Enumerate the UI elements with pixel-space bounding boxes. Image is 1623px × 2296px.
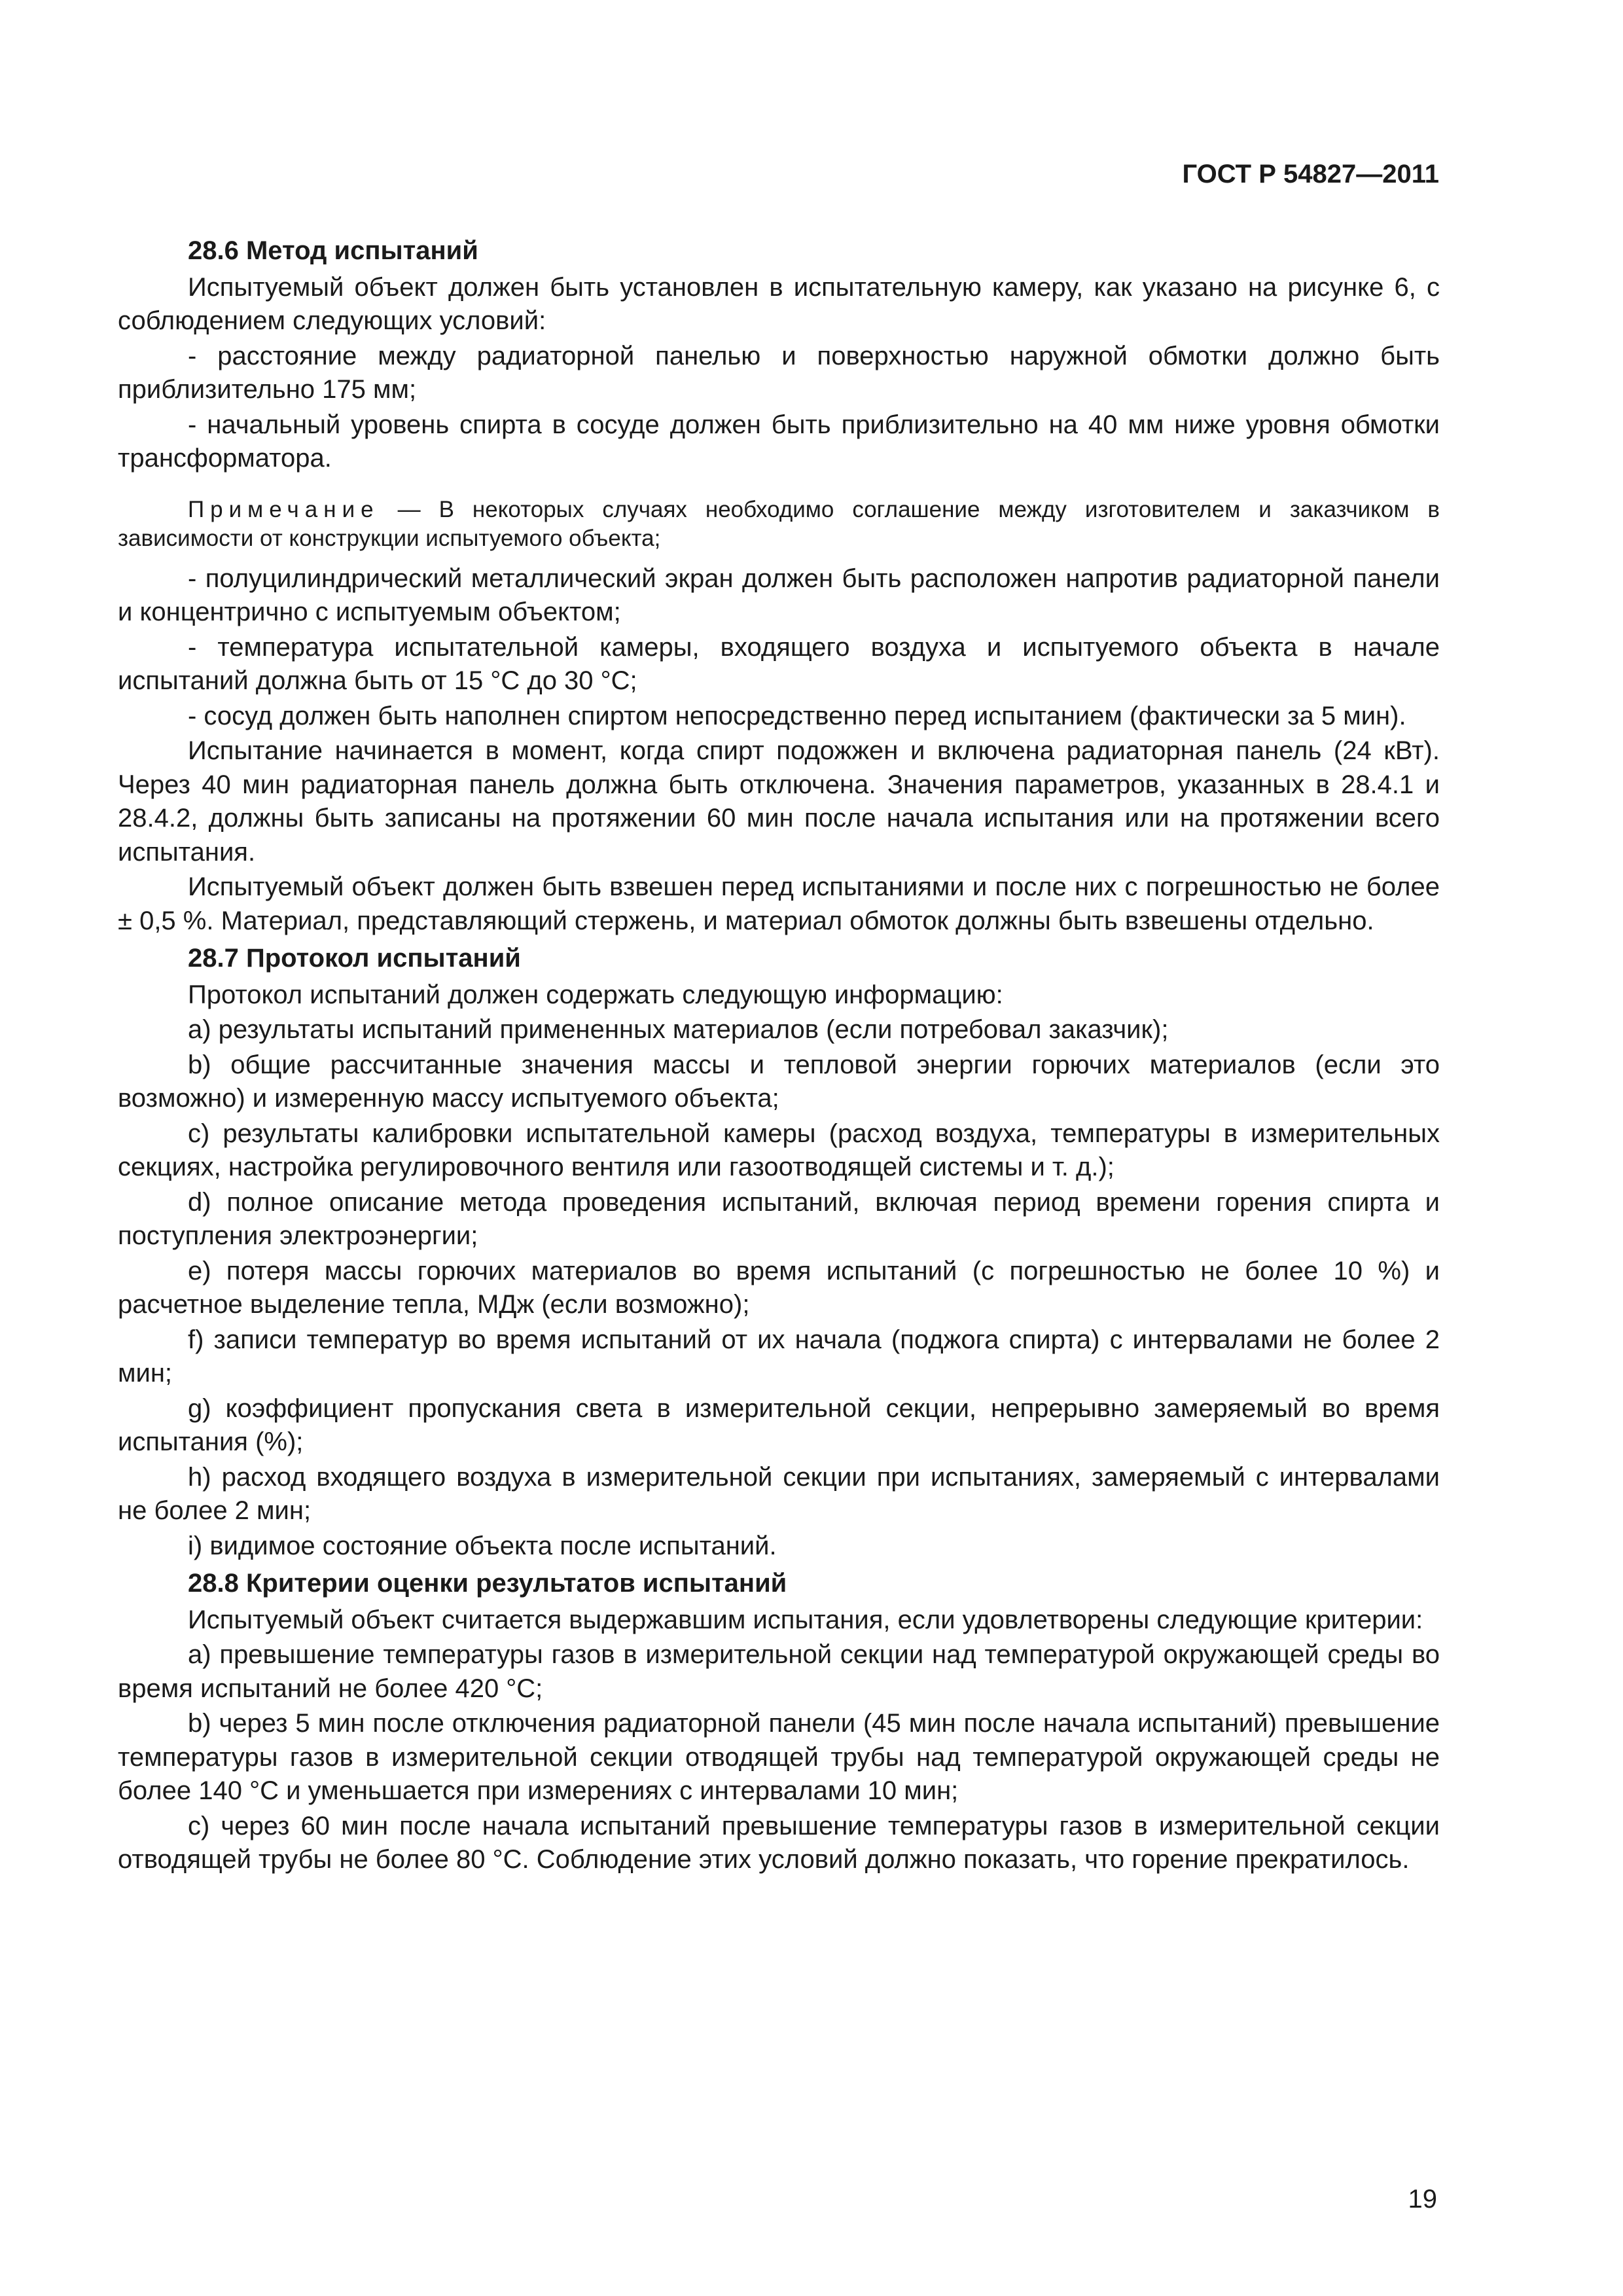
paragraph: Испытуемый объект считается выдержавшим испытания, если удовлетворены следующие критерии: (188, 1605, 1423, 1634)
page-content (118, 230, 1440, 1878)
list-item: - начальный уровень спирта в сосуде должен быть приблизительно на 40 мм ниже уровня обмотки трансформатора. (118, 410, 1440, 473)
list-item: f) записи температур во время испытаний от их начала (поджога спирта) с интервалами не более 2 мин; (118, 1325, 1440, 1388)
list-item: - полуцилиндрический металлический экран должен быть расположен напротив радиаторной панели и концентрично с испытуемым объектом; (118, 564, 1440, 626)
list-item: c) через 60 мин после начала испытаний превышение температуры газов в измерительной секции отводящей трубы не более 80 °С. Соблюдение этих условий должно показать, что горение прекратилось. (118, 1811, 1440, 1874)
list-item: a) превышение температуры газов в измерительной секции над температурой окружающей среды во время испытаний не более 420 °С; (118, 1640, 1440, 1703)
paragraph: Испытуемый объект должен быть установлен в испытательную камеру, как указано на рисунке 6, с соблюдением следующих условий: (118, 272, 1440, 335)
list-item: b) общие рассчитанные значения массы и тепловой энергии горючих материалов (если это возможно) и измеренную массу испытуемого объекта; (118, 1050, 1440, 1113)
section-28-7-title: 28.7 Протокол испытаний (188, 944, 521, 973)
list-item: d) полное описание метода проведения испытаний, включая период времени горения спирта и поступления электроэнергии; (118, 1187, 1440, 1250)
standard-designation: ГОСТ Р 54827—2011 (1182, 160, 1439, 188)
section-28-8-title: 28.8 Критерии оценки результатов испытаний (188, 1569, 787, 1598)
section-28-6-title: 28.6 Метод испытаний (188, 236, 478, 265)
note-text: — В некоторых случаях необходимо соглашение между изготовителем и заказчиком в зависимости от конструкции испытуемого объекта; (118, 496, 1440, 551)
list-item: h) расход входящего воздуха в измерительной секции при испытаниях, замеряемый с интервалами не более 2 мин; (118, 1462, 1440, 1525)
note (118, 495, 1440, 553)
page-number: 19 (1408, 2185, 1437, 2214)
list-item: - сосуд должен быть наполнен спиртом непосредственно перед испытанием (фактически за 5 мин). (188, 701, 1406, 730)
list-item: i) видимое состояние объекта после испытаний. (188, 1531, 777, 1560)
list-item: - температура испытательной камеры, входящего воздуха и испытуемого объекта в начале испытаний должна быть от 15 °С до 30 °С; (118, 632, 1440, 695)
list-item: - расстояние между радиаторной панелью и поверхностью наружной обмотки должно быть приблизительно 175 мм; (118, 341, 1440, 404)
list-item: c) результаты калибровки испытательной камеры (расход воздуха, температуры в измерительных секциях, настройка регулировочного вентиля или газоотводящей системы и т. д.); (118, 1119, 1440, 1181)
paragraph: Протокол испытаний должен содержать следующую информацию: (188, 980, 1003, 1009)
paragraph: Испытуемый объект должен быть взвешен перед испытаниями и после них с погрешностью не более ± 0,5 %. Материал, представляющий стержень, и материал обмоток должны быть взвешены отдельно. (118, 872, 1440, 935)
list-item: a) результаты испытаний примененных материалов (если потребовал заказчик); (188, 1015, 1169, 1044)
list-item: b) через 5 мин после отключения радиаторной панели (45 мин после начала испытаний) превышение температуры газов в измерительной секции отводящей трубы над температурой окружающей среды не более 140 °С и уменьшается при измерениях с интервалами 10 мин; (118, 1709, 1440, 1805)
note-label: Примечание (188, 496, 380, 522)
paragraph: Испытание начинается в момент, когда спирт подожжен и включена радиаторная панель (24 кВт). Через 40 мин радиаторная панель должна быть отключена. Значения параметров, указанных в 28.4.1 и 28.4.2, должны быть записаны на протяжении 60 мин после начала испытания или на протяжении всего испытания. (118, 736, 1440, 867)
list-item: e) потеря массы горючих материалов во время испытаний (с погрешностью не более 10 %) и расчетное выделение тепла, МДж (если возможно); (118, 1256, 1440, 1319)
list-item: g) коэффициент пропускания света в измерительной секции, непрерывно замеряемый во время испытания (%); (118, 1393, 1440, 1456)
